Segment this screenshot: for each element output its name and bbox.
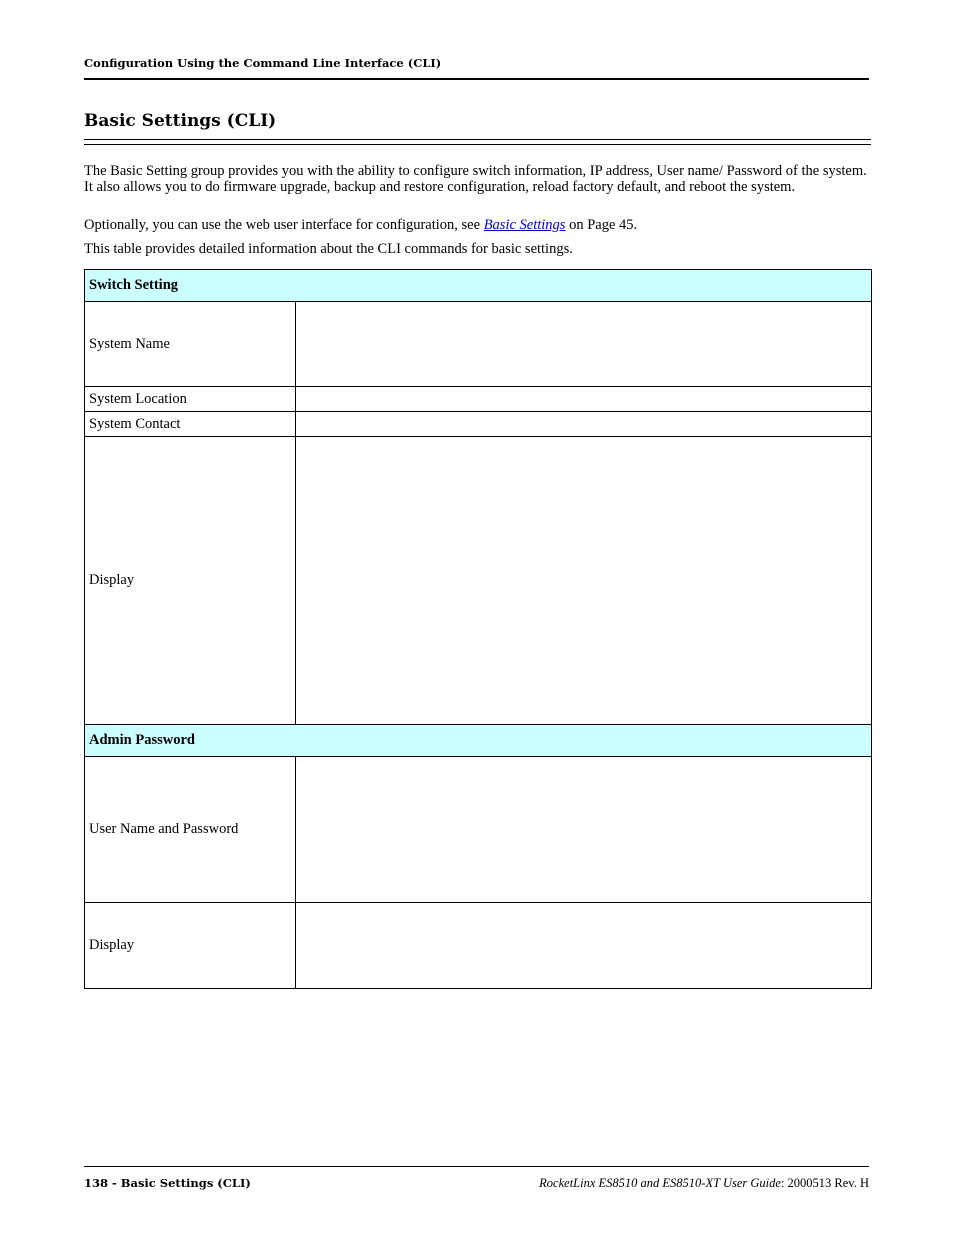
group-header-switch-setting: Switch Setting: [85, 270, 872, 302]
row-label: User Name and Password: [85, 757, 296, 903]
footer-document-title: [539, 1176, 869, 1191]
footer-revision: : 2000513 Rev. H: [780, 1176, 869, 1190]
section-title: Basic Settings (CLI): [84, 111, 277, 131]
reference-text-after: on Page 45.: [565, 217, 638, 233]
title-rule-top: [84, 139, 871, 140]
table-row: [85, 387, 872, 412]
running-header: Configuration Using the Command Line Interface (CLI): [84, 56, 442, 70]
row-value: [296, 412, 872, 437]
row-label: System Name: [85, 302, 296, 387]
row-value: [296, 387, 872, 412]
reference-text-before: Optionally, you can use the web user interface for configuration, see: [84, 217, 484, 233]
row-label: System Contact: [85, 412, 296, 437]
row-label: Display: [85, 903, 296, 989]
table-row: [85, 437, 872, 725]
row-label: Display: [85, 437, 296, 725]
row-value: [296, 302, 872, 387]
row-value: [296, 437, 872, 725]
row-value: [296, 757, 872, 903]
footer-guide-title: RocketLinx ES8510 and ES8510-XT User Guide: [539, 1176, 781, 1190]
table-intro-paragraph: This table provides detailed information about the CLI commands for basic settings.: [84, 241, 573, 257]
header-rule: [84, 78, 869, 80]
group-header-row: [85, 725, 872, 757]
footer-rule: [84, 1166, 869, 1167]
title-rule-bottom: [84, 144, 871, 145]
table-row: [85, 757, 872, 903]
table-row: [85, 302, 872, 387]
table-row: [85, 412, 872, 437]
footer-page-label: 138 - Basic Settings (CLI): [84, 1176, 251, 1190]
cli-commands-table: [84, 269, 872, 989]
table-row: [85, 903, 872, 989]
row-label: System Location: [85, 387, 296, 412]
intro-paragraph: The Basic Setting group provides you with the ability to configure switch information, IP address, User name/ Password of the system. It also allows you to do firmware upgrade, backup and restore configuration, reload factory default, and reboot the system.: [84, 163, 867, 195]
group-header-admin-password: Admin Password: [85, 725, 872, 757]
row-value: [296, 903, 872, 989]
web-ui-reference-paragraph: [84, 218, 874, 234]
basic-settings-link[interactable]: Basic Settings: [483, 217, 566, 233]
group-header-row: [85, 270, 872, 302]
